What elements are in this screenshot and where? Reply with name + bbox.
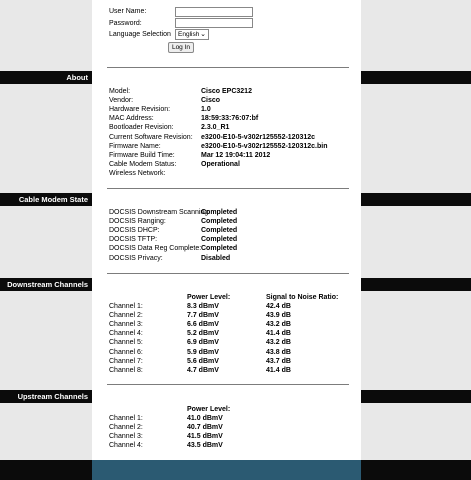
divider [107,67,349,68]
section-about: About [0,71,92,84]
snr-header: Signal to Noise Ratio: [266,294,339,301]
downstream-power-value: 5.9 dBmV [187,348,219,356]
section-downstream-channels: Downstream Channels [0,278,92,291]
upstream-channel-label: Channel 2: [109,424,143,432]
info-label: MAC Address: [109,115,154,123]
downstream-channel-label: Channel 6: [109,348,143,356]
info-value: Mar 12 19:04:11 2012 [201,151,271,159]
downstream-snr-value: 43.7 dB [266,357,291,365]
info-value: Operational [201,160,240,168]
downstream-snr-value: 41.4 dB [266,366,291,374]
info-value: 2.3.0_R1 [201,124,230,132]
downstream-snr-value: 43.2 dB [266,339,291,347]
power-level-header: Power Level: [187,294,231,301]
divider [107,188,349,189]
upstream-power-header: Power Level: [187,406,231,413]
info-label: Firmware Name: [109,142,161,150]
state-value: Completed [201,218,238,226]
state-value: Disabled [201,254,231,262]
state-label: DOCSIS TFTP: [109,236,158,244]
divider [107,384,349,385]
upstream-power-value: 41.0 dBmV [187,415,223,422]
language-value: English [178,31,200,38]
info-label: Bootloader Revision: [109,124,174,132]
downstream-power-value: 6.9 dBmV [187,339,219,347]
downstream-power-value: 6.6 dBmV [187,321,219,329]
downstream-power-value: 4.7 dBmV [187,366,219,374]
upstream-channel-label: Channel 4: [109,442,143,450]
state-value: Completed [201,245,238,253]
downstream-channel-label: Channel 3: [109,321,143,329]
footer-right [361,460,471,480]
password-label: Password: [109,20,142,27]
upstream-power-value: 40.7 dBmV [187,424,223,432]
state-value: Completed [201,209,238,216]
upstream-power-value: 41.5 dBmV [187,433,223,441]
info-label: Wireless Network: [109,169,166,177]
downstream-channel-label: Channel 7: [109,357,143,365]
section-cable-modem-state: Cable Modem State [0,193,92,206]
info-value: e3200-E10-5-v302r125552-120312c [201,133,316,141]
info-label: Vendor: [109,97,134,105]
password-input[interactable] [175,18,253,28]
info-label: Model: [109,88,131,95]
info-value: 18:59:33:76:07:bf [201,115,259,123]
state-label: DOCSIS DHCP: [109,227,160,235]
upstream-channel-label: Channel 3: [109,433,143,441]
language-select[interactable] [175,29,209,40]
info-value: Cisco [201,97,221,105]
divider [107,273,349,274]
info-value: e3200-E10-5-v302r125552-120312c.bin [201,142,328,150]
upstream-power-value: 43.5 dBmV [187,442,223,450]
downstream-snr-value: 43.2 dB [266,321,291,329]
username-input[interactable] [175,7,253,17]
username-label: User Name: [109,8,147,15]
downstream-channel-label: Channel 4: [109,330,143,338]
state-value: Completed [201,227,238,235]
downstream-snr-value: 41.4 dB [266,330,291,338]
downstream-power-value: 5.6 dBmV [187,357,219,365]
info-value: 1.0 [201,106,211,114]
info-label: Hardware Revision: [109,106,171,114]
state-label: DOCSIS Privacy: [109,254,163,262]
footer-left [0,460,92,480]
downstream-power-value: 7.7 dBmV [187,312,219,320]
state-value: Completed [201,236,238,244]
info-label: Firmware Build Time: [109,151,175,159]
info-label: Current Software Revision: [109,133,193,141]
downstream-channel-label: Channel 8: [109,366,143,374]
downstream-power-value: 5.2 dBmV [187,330,219,338]
downstream-snr-value: 43.8 dB [266,348,291,356]
state-label: DOCSIS Ranging: [109,218,166,226]
section-bar-right [361,278,471,291]
downstream-power-value: 8.3 dBmV [187,303,219,310]
downstream-snr-value: 42.4 dB [266,303,291,310]
chevron-down-icon: ⌄ [200,31,206,38]
section-upstream-channels: Upstream Channels [0,390,92,403]
login-button[interactable]: Log In [168,42,194,53]
state-label: DOCSIS Downstream Scanning: [109,209,211,216]
footer-bar [92,460,361,480]
upstream-channel-label: Channel 1: [109,415,143,422]
section-bar-right [361,193,471,206]
info-label: Cable Modem Status: [109,160,177,168]
downstream-channel-label: Channel 5: [109,339,143,347]
downstream-channel-label: Channel 1: [109,303,143,310]
language-label: Language Selection [109,31,171,38]
section-bar-right [361,390,471,403]
info-value: Cisco EPC3212 [201,88,252,95]
section-bar-right [361,71,471,84]
downstream-channel-label: Channel 2: [109,312,143,320]
downstream-snr-value: 43.9 dB [266,312,291,320]
state-label: DOCSIS Data Reg Complete: [109,245,202,253]
